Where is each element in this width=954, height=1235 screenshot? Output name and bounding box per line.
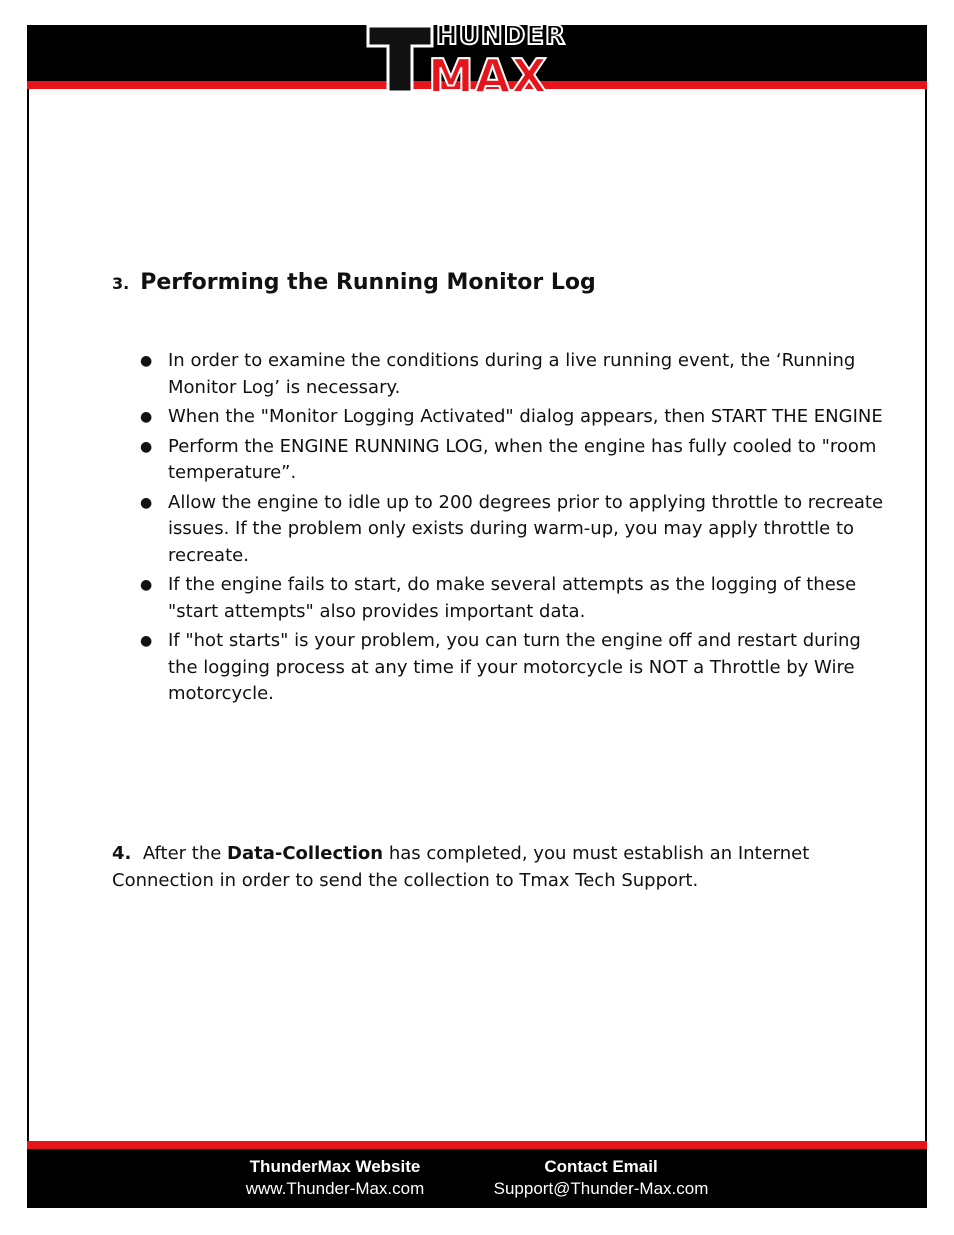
section-4-rest: has completed, you must establish an Internet Connection in order to send the collection to Tmax Tech Support. [112, 843, 810, 891]
list-item: ● If "hot starts" is your problem, you can turn the engine off and restart during the logging process at any time if your motorcycle is NOT a Throttle by Wire motorcycle. [140, 630, 861, 704]
thundermax-logo [362, 18, 590, 98]
bullet-icon: ● [140, 494, 153, 511]
footer-website-title: ThunderMax Website [249, 1157, 421, 1176]
list-item: ● In order to examine the conditions during a live running event, the ‘Running Monitor Log’ is necessary. [140, 350, 856, 398]
list-item: ● When the "Monitor Logging Activated" dialog appears, then START THE ENGINE [140, 404, 892, 431]
footer-website [220, 1156, 450, 1200]
section-3-title: Performing the Running Monitor Log [140, 270, 596, 295]
footer-email-address[interactable]: Support@Thunder-Max.com [493, 1179, 709, 1198]
bullet-icon: ● [140, 633, 153, 649]
bullet-icon: ● [140, 438, 153, 455]
footer-email-title: Contact Email [544, 1157, 658, 1176]
section-3-bullet-list [140, 348, 892, 711]
bullet-icon: ● [140, 353, 153, 369]
section-4-bold: Data-Collection [227, 843, 384, 864]
footer-website-url[interactable]: www.Thunder-Max.com [245, 1179, 425, 1198]
bullet-icon: ● [140, 409, 153, 425]
list-item: ● Allow the engine to idle up to 200 degrees prior to applying throttle to recreate issues. If the problem only exists during warm-up, you may apply throttle to recreate. [140, 491, 884, 566]
section-3-number: 3. [112, 274, 130, 293]
logo-text-bottom: MAX [428, 49, 548, 98]
main-content [112, 270, 902, 704]
logo-text-top: HUNDER [436, 21, 566, 51]
section-4-lead: After the [131, 843, 228, 864]
bullet-icon: ● [140, 577, 153, 593]
section-4-number: 4. [112, 843, 132, 864]
section-4-paragraph [112, 840, 897, 894]
footer-red-stripe [27, 1141, 927, 1149]
section-3-heading [112, 270, 902, 295]
footer-email [470, 1156, 732, 1200]
list-item: ● Perform the ENGINE RUNNING LOG, when the engine has fully cooled to "room temperature”. [140, 435, 877, 483]
logo-letter-t [368, 26, 432, 92]
list-item: ● If the engine fails to start, do make several attempts as the logging of these "start attempts" also provides important data. [140, 574, 857, 622]
